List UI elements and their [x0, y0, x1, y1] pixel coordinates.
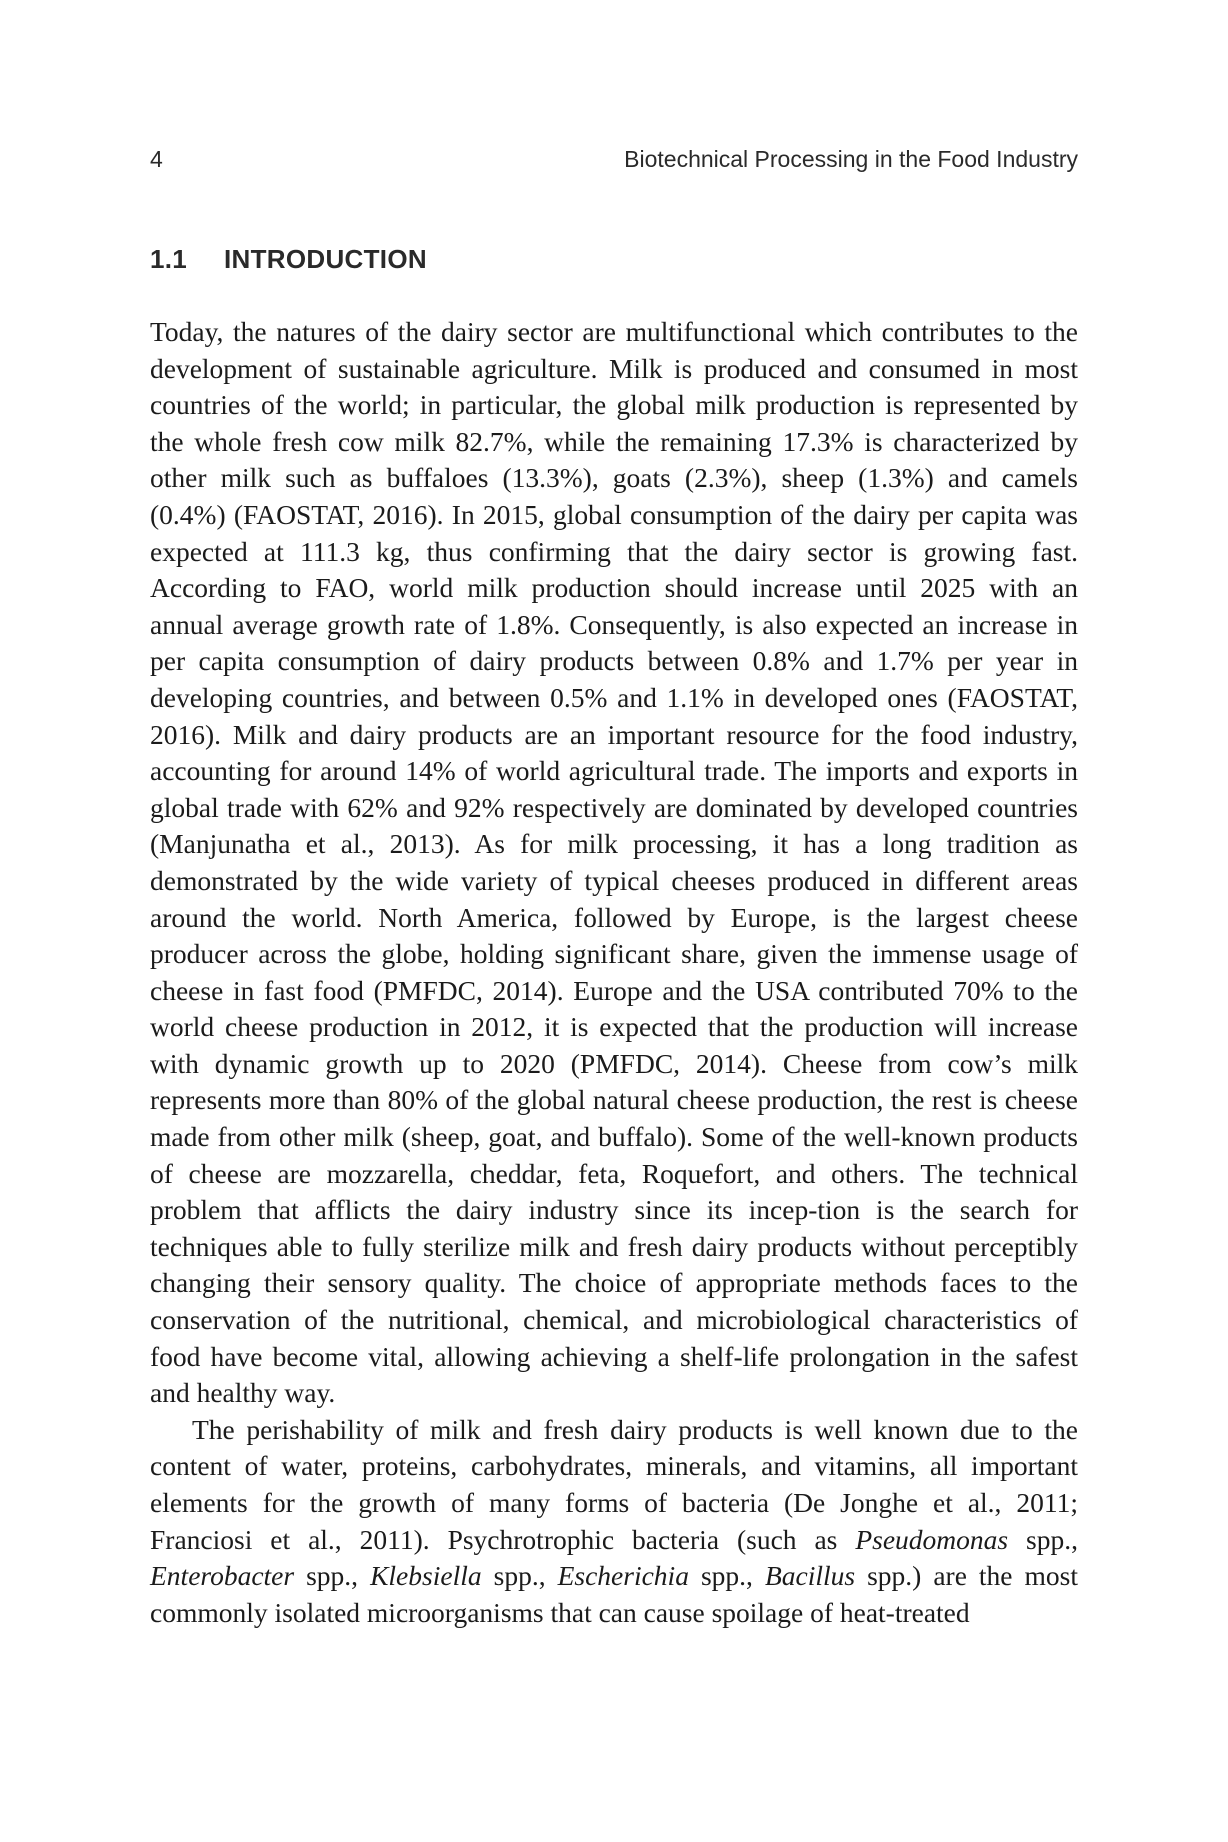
paragraph-2-text: spp.,	[294, 1560, 371, 1592]
paragraph-2-text: The perishability of milk and fresh dairy products is well known due to the content of water, proteins, carbohydrates, minerals, and vitamins, all important elements for the growth of many forms of bacteria (De Jonghe et al., 2011; Franciosi et al., 2011). Psychrotrophic bacteria (such as	[150, 1413, 1078, 1555]
body-text	[150, 314, 1078, 1631]
section-number: 1.1	[150, 244, 188, 274]
paragraph-2	[150, 1412, 1078, 1632]
paragraph-2-text: spp.,	[688, 1560, 765, 1592]
genus-name: Klebsiella	[370, 1560, 482, 1592]
paragraph-2-text: spp.,	[1008, 1523, 1079, 1555]
paragraph-2-text: spp.,	[481, 1560, 558, 1592]
paragraph-2-text: spp.) are the most commonly isolated microorganisms that can cause spoilage of heat-treated	[150, 1560, 1079, 1628]
paragraph-1: Today, the natures of the dairy sector are multifunctional which contributes to the development of sustainable agriculture. Milk is produced and consumed in most countries of the world; in particular, the global milk production is represented by the whole fresh cow milk 82.7%, while the remaining 17.3% is characterized by other milk such as buffaloes (13.3%), goats (2.3%), sheep (1.3%) and camels (0.4%) (FAOSTAT, 2016). In 2015, global consumption of the dairy per capita was expected at 111.3 kg, thus confirming that the dairy sector is growing fast. According to FAO, world milk production should increase until 2025 with an annual average growth rate of 1.8%. Consequently, is also expected an increase in per capita consumption of dairy products between 0.8% and 1.7% per year in developing countries, and between 0.5% and 1.1% in developed ones (FAOSTAT, 2016). Milk and dairy products are an important resource for the food industry, accounting for around 14% of world agricultural trade. The imports and exports in global trade with 62% and 92% respectively are dominated by developed countries (Manjunatha et al., 2013). As for milk processing, it has a long tradition as demonstrated by the wide variety of typical cheeses produced in different areas around the world. North America, followed by Europe, is the largest cheese producer across the globe, holding significant share, given the immense usage of cheese in fast food (PMFDC, 2014). Europe and the USA contributed 70% to the world cheese production in 2012, it is expected that the production will increase with dynamic growth up to 2020 (PMFDC, 2014). Cheese from cow’s milk represents more than 80% of the global natural cheese production, the rest is cheese made from other milk (sheep, goat, and buffalo). Some of the well-known products of cheese are mozzarella, cheddar, feta, Roquefort, and others. The technical problem that afflicts the dairy industry since its incep-tion is the search for techniques able to fully sterilize milk and fresh dairy products without perceptibly changing their sensory quality. The choice of appropriate methods faces to the conservation of the nutritional, chemical, and microbiological characteristics of food have become vital, allowing achieving a shelf-life prolongation in the safest and healthy way.	[150, 316, 1078, 1409]
genus-name: Pseudomonas	[855, 1523, 1009, 1555]
genus-name: Enterobacter	[150, 1560, 295, 1592]
genus-name: Bacillus	[764, 1560, 856, 1592]
running-title: Biotechnical Processing in the Food Industry	[624, 146, 1078, 172]
section-heading	[150, 244, 427, 275]
running-header	[150, 146, 1078, 173]
genus-name: Escherichia	[557, 1560, 689, 1592]
section-title: INTRODUCTION	[224, 244, 427, 274]
page-number: 4	[150, 146, 163, 172]
